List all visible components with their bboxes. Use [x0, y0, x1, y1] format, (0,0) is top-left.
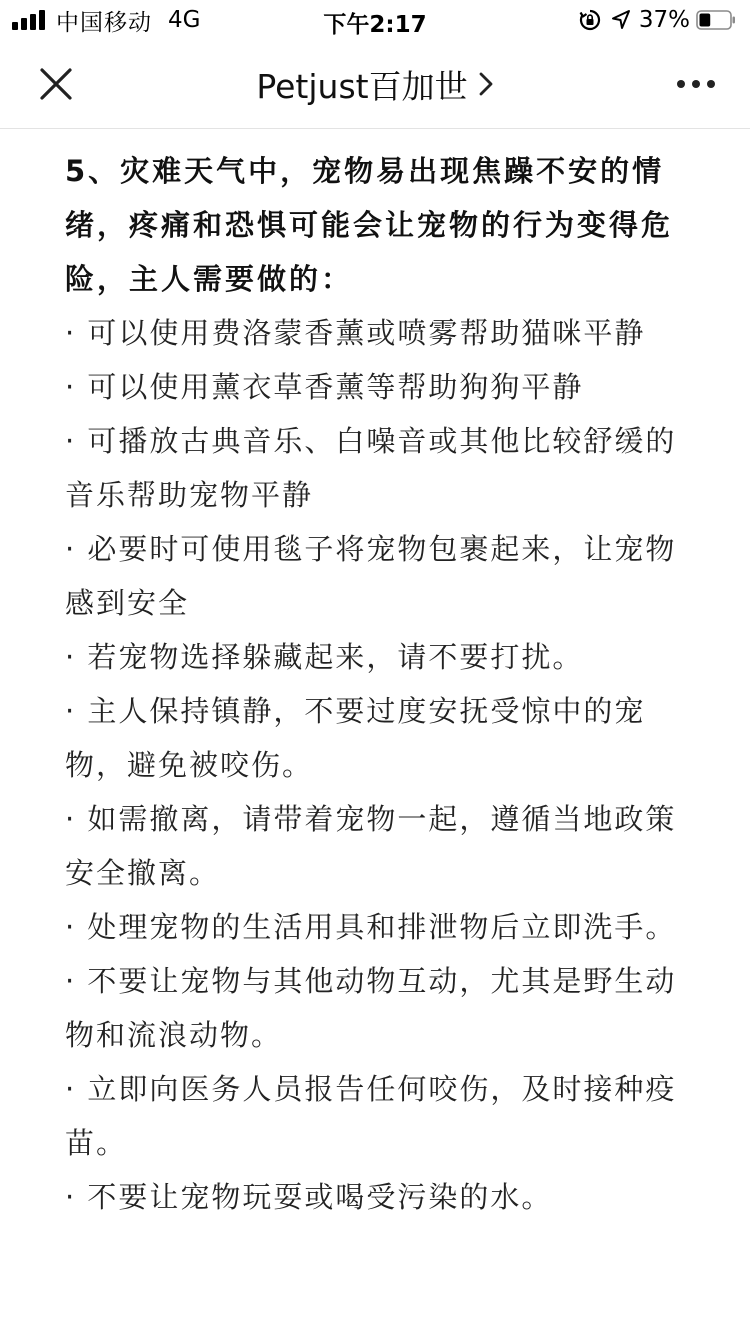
account-title-link[interactable]	[256, 61, 493, 108]
carrier-name: 中国移动	[56, 9, 152, 36]
list-item: · 主人保持镇静，不要过度安抚受惊中的宠物，避免被咬伤。	[65, 694, 646, 782]
battery-percent: 37%	[638, 7, 690, 33]
list-item: · 可以使用费洛蒙香薰或喷雾帮助猫咪平静	[65, 316, 646, 350]
list-item: · 如需撤离，请带着宠物一起，遵循当地政策安全撤离。	[65, 802, 677, 890]
status-right	[579, 6, 736, 34]
close-icon	[39, 67, 73, 101]
more-button[interactable]	[672, 68, 720, 100]
close-button[interactable]	[30, 62, 82, 106]
list-item: · 立即向医务人员报告任何咬伤，及时接种疫苗。	[65, 1072, 677, 1160]
list-item: · 不要让宠物与其他动物互动，尤其是野生动物和流浪动物。	[65, 964, 677, 1052]
battery-icon	[696, 10, 736, 30]
tips-list	[65, 306, 690, 1224]
article-body	[65, 144, 690, 1224]
list-item: · 可播放古典音乐、白噪音或其他比较舒缓的音乐帮助宠物平静	[65, 424, 677, 512]
status-time: 下午2:17	[323, 12, 427, 38]
nav-title-wrapper	[0, 40, 750, 128]
nav-bar	[0, 40, 750, 129]
section-heading: 5、灾难天气中，宠物易出现焦躁不安的情绪，疼痛和恐惧可能会让宠物的行为变得危险，主人需要做的：	[65, 154, 674, 296]
list-item: · 不要让宠物玩耍或喝受污染的水。	[65, 1180, 553, 1214]
orientation-lock-icon	[579, 9, 601, 31]
location-arrow-icon	[611, 9, 631, 31]
network-type: 4G	[168, 7, 201, 33]
list-item: · 可以使用薰衣草香薰等帮助狗狗平静	[65, 370, 584, 404]
page-title: Petjust百加世	[256, 66, 468, 106]
chevron-right-icon	[478, 71, 494, 97]
list-item: · 若宠物选择躲藏起来，请不要打扰。	[65, 640, 584, 674]
status-bar	[0, 0, 750, 40]
more-icon	[676, 79, 716, 89]
list-item: · 处理宠物的生活用具和排泄物后立即洗手。	[65, 910, 677, 944]
list-item: · 必要时可使用毯子将宠物包裹起来，让宠物感到安全	[65, 532, 677, 620]
